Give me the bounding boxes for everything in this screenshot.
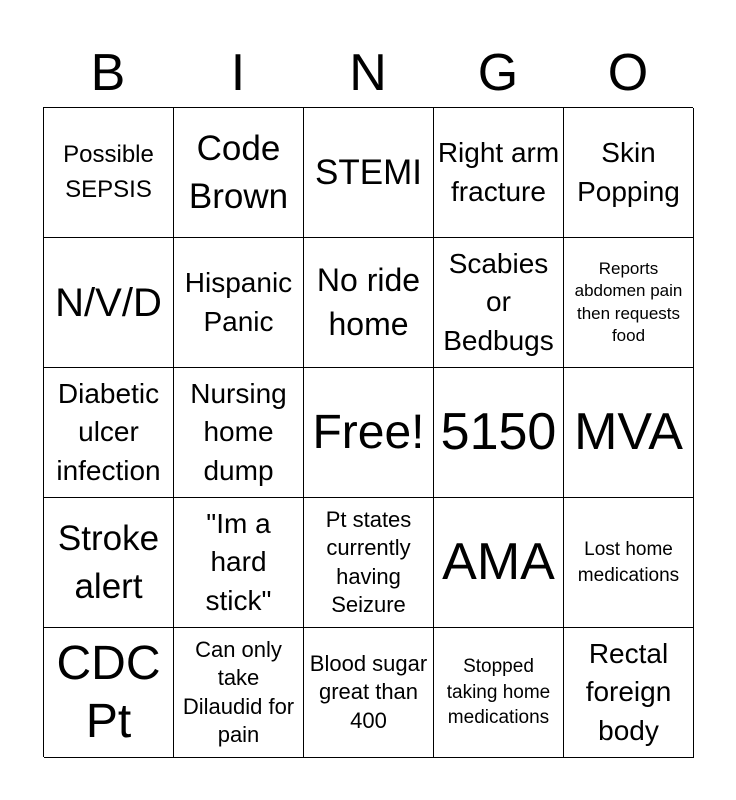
cell-text: Nursing home dump xyxy=(190,377,287,486)
cell-text: Stroke alert xyxy=(57,519,160,606)
header-letter-b: B xyxy=(90,44,126,102)
cell-text: N/V/D xyxy=(55,280,162,325)
cell-text: Rectal foreign body xyxy=(585,637,672,746)
cell-text: Possible SEPSIS xyxy=(63,140,154,203)
header-letter-g: G xyxy=(477,44,519,102)
bingo-cell-r3-c4[interactable] xyxy=(434,368,564,498)
bingo-board xyxy=(43,107,693,757)
bingo-cell-r4-c4[interactable] xyxy=(434,498,564,628)
bingo-cell-r5-c4[interactable] xyxy=(434,628,564,758)
cell-text: Skin Popping xyxy=(577,136,680,207)
free-space: Free! xyxy=(312,405,425,459)
bingo-cell-r1-c4[interactable] xyxy=(434,108,564,238)
bingo-cell-r5-c2[interactable] xyxy=(174,628,304,758)
cell-text: No ride home xyxy=(316,262,421,342)
bingo-cell-r4-c1[interactable] xyxy=(44,498,174,628)
cell-text: CDC Pt xyxy=(56,636,161,748)
cell-text: "Im a hard stick" xyxy=(205,507,272,616)
cell-text: Scabies or Bedbugs xyxy=(443,247,554,356)
bingo-cell-r2-c1[interactable] xyxy=(44,238,174,368)
bingo-cell-r1-c5[interactable] xyxy=(564,108,694,238)
cell-text: MVA xyxy=(574,403,683,462)
bingo-cell-r2-c3[interactable] xyxy=(304,238,434,368)
bingo-cell-r4-c5[interactable] xyxy=(564,498,694,628)
cell-text: AMA xyxy=(442,533,555,592)
header-letter-o: O xyxy=(607,44,649,102)
bingo-cell-r1-c2[interactable] xyxy=(174,108,304,238)
bingo-cell-r2-c2[interactable] xyxy=(174,238,304,368)
bingo-cell-r1-c3[interactable] xyxy=(304,108,434,238)
bingo-cell-r5-c3[interactable] xyxy=(304,628,434,758)
cell-text: Hispanic Panic xyxy=(184,266,293,337)
bingo-header xyxy=(43,40,693,106)
bingo-cell-r3-c5[interactable] xyxy=(564,368,694,498)
cell-text: Can only take Dilaudid for pain xyxy=(182,637,295,747)
cell-text: Right arm fracture xyxy=(437,136,560,207)
bingo-cell-r3-c1[interactable] xyxy=(44,368,174,498)
bingo-cell-r2-c4[interactable] xyxy=(434,238,564,368)
cell-text: Stopped taking home medications xyxy=(446,656,551,729)
cell-text: STEMI xyxy=(315,152,422,192)
cell-text: Code Brown xyxy=(188,129,289,216)
bingo-cell-r1-c1[interactable] xyxy=(44,108,174,238)
cell-text: 5150 xyxy=(440,403,557,462)
cell-text: Reports abdomen pain then requests food xyxy=(574,259,683,345)
bingo-cell-r5-c5[interactable] xyxy=(564,628,694,758)
bingo-cell-r4-c2[interactable] xyxy=(174,498,304,628)
cell-text: Blood sugar great than 400 xyxy=(309,651,428,733)
header-letter-i: I xyxy=(230,44,246,102)
bingo-cell-r5-c1[interactable] xyxy=(44,628,174,758)
cell-text: Lost home medications xyxy=(577,538,680,586)
bingo-cell-r3-c3[interactable] xyxy=(304,368,434,498)
cell-text: Pt states currently having Seizure xyxy=(325,507,412,617)
header-letter-n: N xyxy=(349,44,387,102)
bingo-cell-r2-c5[interactable] xyxy=(564,238,694,368)
cell-text: Diabetic ulcer infection xyxy=(56,377,161,486)
bingo-cell-r3-c2[interactable] xyxy=(174,368,304,498)
bingo-cell-r4-c3[interactable] xyxy=(304,498,434,628)
